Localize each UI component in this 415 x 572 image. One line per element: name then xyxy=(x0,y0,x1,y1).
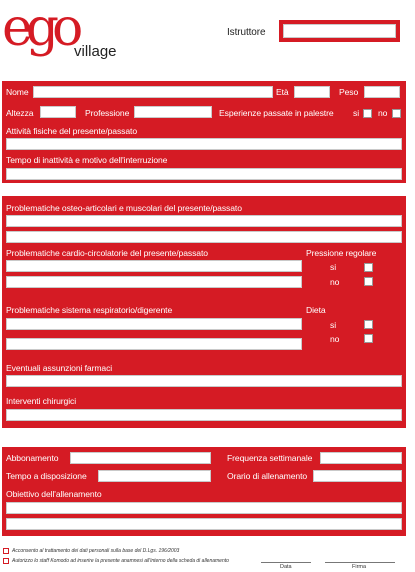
nome-label: Nome xyxy=(6,87,29,97)
respiratorio-label: Problematiche sistema respiratorio/digerente xyxy=(6,305,173,315)
inattivita-label: Tempo di inattività e motivo dell'interruzione xyxy=(6,155,168,165)
abbonamento-label: Abbonamento xyxy=(6,453,59,463)
obiettivo-label: Obiettivo dell'allenamento xyxy=(6,489,102,499)
professione-label: Professione xyxy=(85,108,130,118)
osteo-input-1[interactable] xyxy=(6,215,402,227)
ego-village-logo xyxy=(2,0,142,70)
professione-input[interactable] xyxy=(134,106,212,118)
cardio-input-2[interactable] xyxy=(6,276,302,288)
firma-signature-line xyxy=(325,562,395,563)
interventi-label: Interventi chirurgici xyxy=(6,396,77,406)
eta-label: Età xyxy=(276,87,289,97)
inattivita-input[interactable] xyxy=(6,168,402,180)
osteo-label: Problematiche osteo-articolari e muscolari del presente/passato xyxy=(6,203,242,213)
personal-info-panel xyxy=(2,81,406,183)
farmaci-input[interactable] xyxy=(6,375,402,387)
health-panel xyxy=(2,196,406,428)
frequenza-label: Frequenza settimanale xyxy=(227,453,313,463)
respiratorio-input-1[interactable] xyxy=(6,318,302,330)
respiratorio-input-2[interactable] xyxy=(6,338,302,350)
abbonamento-input[interactable] xyxy=(70,452,211,464)
consent-staff-checkbox[interactable] xyxy=(3,558,9,564)
esperienze-si-label: si xyxy=(353,108,360,118)
pressione-si-checkbox[interactable] xyxy=(364,263,373,272)
farmaci-label: Eventuali assunzioni farmaci xyxy=(6,363,113,373)
esperienze-label: Esperienze passate in palestre xyxy=(219,108,334,118)
dieta-label: Dieta xyxy=(306,305,326,315)
consent-privacy-text: Acconsento al trattamento dei dati personali sulla base del D.Lgs. 196/2003 xyxy=(12,548,180,554)
esperienze-si-checkbox[interactable] xyxy=(363,109,372,118)
dieta-no-checkbox[interactable] xyxy=(364,334,373,343)
istruttore-input[interactable] xyxy=(283,24,396,38)
logo-main-text: ego xyxy=(2,0,77,58)
istruttore-field-frame xyxy=(279,20,400,42)
esperienze-no-label: no xyxy=(378,108,388,118)
pressione-label: Pressione regolare xyxy=(306,248,377,258)
osteo-input-2[interactable] xyxy=(6,231,402,243)
altezza-input[interactable] xyxy=(40,106,76,118)
peso-input[interactable] xyxy=(364,86,400,98)
logo-sub-text: village xyxy=(74,43,117,60)
pressione-si-label: si xyxy=(330,262,337,272)
pressione-no-checkbox[interactable] xyxy=(364,277,373,286)
tempo-input[interactable] xyxy=(98,470,211,482)
dieta-si-label: si xyxy=(330,320,337,330)
pressione-no-label: no xyxy=(330,277,340,287)
interventi-input[interactable] xyxy=(6,409,402,421)
obiettivo-input-1[interactable] xyxy=(6,502,402,514)
peso-label: Peso xyxy=(339,87,359,97)
frequenza-input[interactable] xyxy=(320,452,402,464)
consent-privacy-checkbox[interactable] xyxy=(3,548,9,554)
dieta-no-label: no xyxy=(330,334,340,344)
istruttore-label: Istruttore xyxy=(227,27,266,38)
orario-input[interactable] xyxy=(313,470,402,482)
firma-label: Firma xyxy=(352,564,367,570)
eta-input[interactable] xyxy=(294,86,330,98)
altezza-label: Altezza xyxy=(6,108,34,118)
cardio-input-1[interactable] xyxy=(6,260,302,272)
orario-label: Orario di allenamento xyxy=(227,471,308,481)
attivita-input[interactable] xyxy=(6,138,402,150)
nome-input[interactable] xyxy=(33,86,273,98)
esperienze-no-checkbox[interactable] xyxy=(392,109,401,118)
obiettivo-input-2[interactable] xyxy=(6,518,402,530)
tempo-label: Tempo a disposizione xyxy=(6,471,87,481)
data-signature-line xyxy=(261,562,311,563)
cardio-label: Problematiche cardio-circolatorie del presente/passato xyxy=(6,248,208,258)
attivita-label: Attività fisiche del presente/passato xyxy=(6,126,138,136)
training-panel xyxy=(2,447,406,536)
data-label: Data xyxy=(280,564,292,570)
consent-staff-text: Autorizzo lo staff Komodo ad inserire la presente anamnesi all'interno della scheda di allenamento xyxy=(12,558,229,564)
dieta-si-checkbox[interactable] xyxy=(364,320,373,329)
